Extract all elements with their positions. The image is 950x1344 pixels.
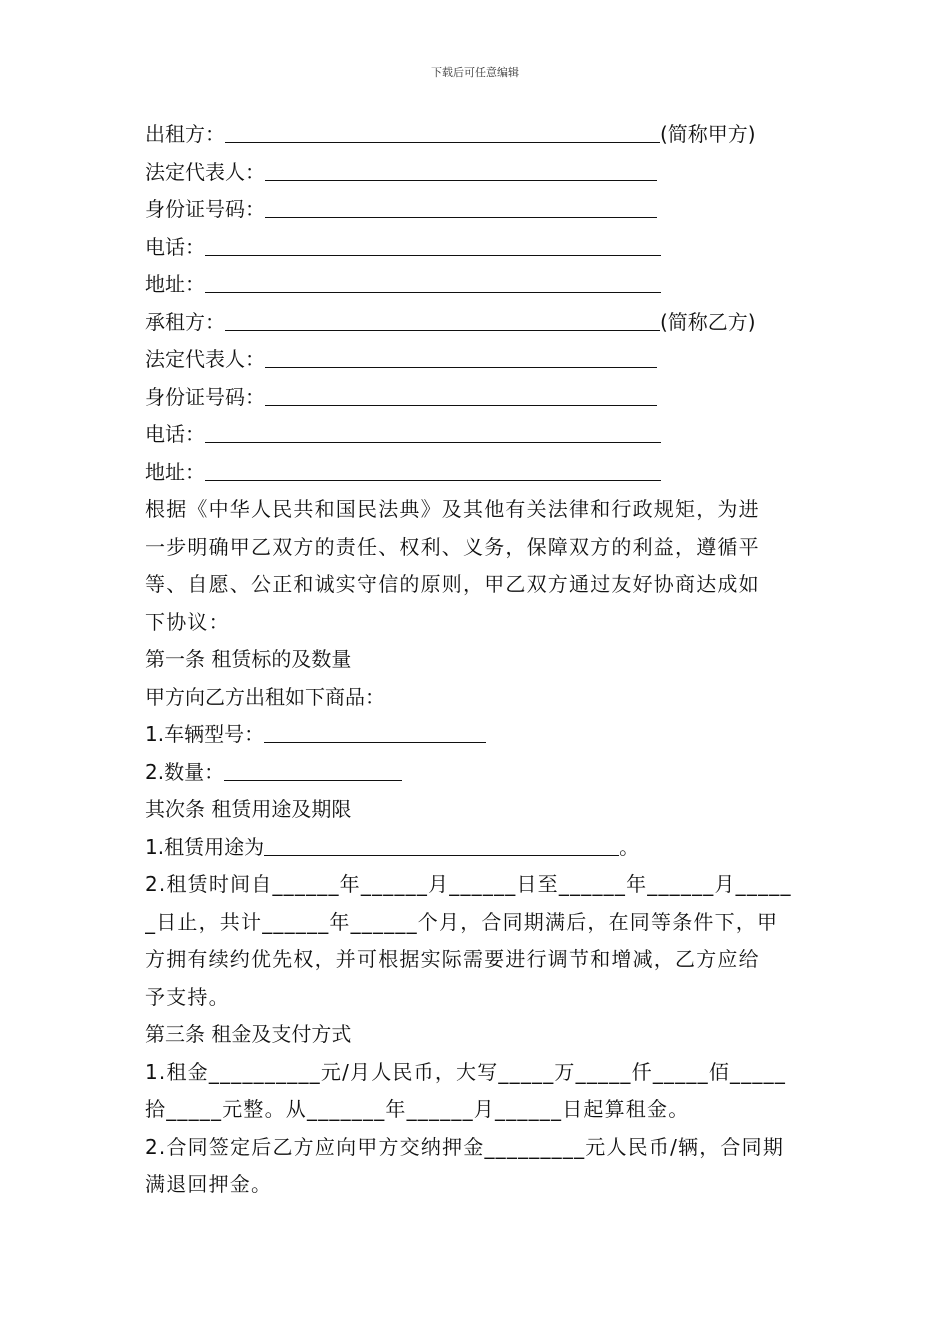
page-header: 下载后可任意编辑 — [431, 66, 519, 79]
lessor-phone-line — [145, 229, 810, 267]
intro-line: 根据《中华人民共和国民法典》及其他有关法律和行政规矩，为进 — [145, 497, 760, 521]
usage-label: 1.租赁用途为 — [145, 834, 265, 859]
lessor-phone-label: 电话： — [145, 234, 205, 259]
lessor-rep-label: 法定代表人： — [145, 159, 265, 184]
usage-end: 。 — [619, 834, 640, 859]
quantity-label: 2.数量： — [145, 759, 225, 784]
article1-title: 第一条 租赁标的及数量 — [145, 647, 352, 671]
period-line: 方拥有续约优先权，并可根据实际需要进行调节和增减，乙方应给 — [145, 947, 760, 971]
lessee-name-label: 承租方： — [145, 309, 225, 334]
deposit-paragraph — [145, 1129, 810, 1204]
rent-line: 1.租金__________元/月人民币，大写_____万_____仟_____佰_____ — [145, 1059, 787, 1084]
usage-blank[interactable] — [264, 829, 619, 856]
lessor-id-label: 身份证号码： — [145, 197, 265, 221]
usage-line — [145, 829, 810, 867]
lessor-name-label: 出租方： — [145, 122, 225, 146]
intro-line: 等、自愿、公正和诚实守信的原则，甲乙双方通过友好协商达成如 — [145, 572, 760, 596]
lessee-rep-line — [145, 341, 810, 379]
lessor-address-label: 地址： — [145, 272, 205, 296]
vehicle-model-label: 1.车辆型号： — [145, 722, 265, 746]
deposit-line: 满退回押金。 — [145, 1172, 273, 1196]
lessor-name-blank[interactable] — [225, 116, 660, 143]
period-line: _日止，共计______年______个月，合同期满后，在同等条件下，甲 — [145, 909, 779, 934]
article3-title: 第三条 租金及支付方式 — [145, 1022, 352, 1046]
lessor-id-blank[interactable] — [265, 191, 657, 218]
contract-body — [145, 116, 810, 1204]
lessee-rep-label: 法定代表人： — [145, 347, 265, 371]
rent-line: 拾_____元整。从_______年______月______日起算租金。 — [145, 1097, 690, 1121]
lessee-id-label: 身份证号码： — [145, 384, 265, 409]
lessor-phone-blank[interactable] — [205, 229, 661, 256]
intro-line: 一步明确甲乙双方的责任、权利、义务，保障双方的利益，遵循平 — [145, 534, 760, 559]
lessor-rep-blank[interactable] — [265, 154, 657, 181]
lessor-rep-line — [145, 154, 810, 192]
lessor-address-line — [145, 266, 810, 304]
rent-paragraph — [145, 1054, 810, 1129]
article1-intro: 甲方向乙方出租如下商品： — [145, 684, 385, 709]
quantity-blank[interactable] — [224, 754, 402, 781]
lessor-name-line — [145, 116, 810, 154]
lessor-id-line — [145, 191, 810, 229]
quantity-line — [145, 754, 810, 792]
lessee-phone-line — [145, 416, 810, 454]
lessee-id-line — [145, 379, 810, 417]
lessee-phone-blank[interactable] — [205, 416, 661, 443]
lessee-address-blank[interactable] — [205, 454, 661, 481]
lessor-suffix: (简称甲方) — [660, 122, 756, 146]
intro-line: 下协议： — [145, 609, 230, 634]
lessee-id-blank[interactable] — [265, 379, 657, 406]
deposit-line: 2.合同签定后乙方应向甲方交纳押金_________元人民币/辆，合同期 — [145, 1134, 785, 1159]
lessee-address-label: 地址： — [145, 459, 205, 484]
vehicle-model-blank[interactable] — [264, 716, 486, 743]
lessee-suffix: (简称乙方) — [660, 309, 756, 334]
article2-title: 其次条 租赁用途及期限 — [145, 797, 352, 821]
period-line: 2.租赁时间自______年______月______日至______年______月_____ — [145, 872, 792, 896]
lessee-address-line — [145, 454, 810, 492]
intro-paragraph — [145, 491, 810, 641]
lessee-name-blank[interactable] — [225, 304, 660, 331]
lessee-phone-label: 电话： — [145, 422, 205, 446]
period-paragraph — [145, 866, 810, 1016]
lessor-address-blank[interactable] — [205, 266, 661, 293]
period-line: 予支持。 — [145, 984, 230, 1009]
vehicle-model-line — [145, 716, 810, 754]
lessee-rep-blank[interactable] — [265, 341, 657, 368]
lessee-name-line — [145, 304, 810, 342]
